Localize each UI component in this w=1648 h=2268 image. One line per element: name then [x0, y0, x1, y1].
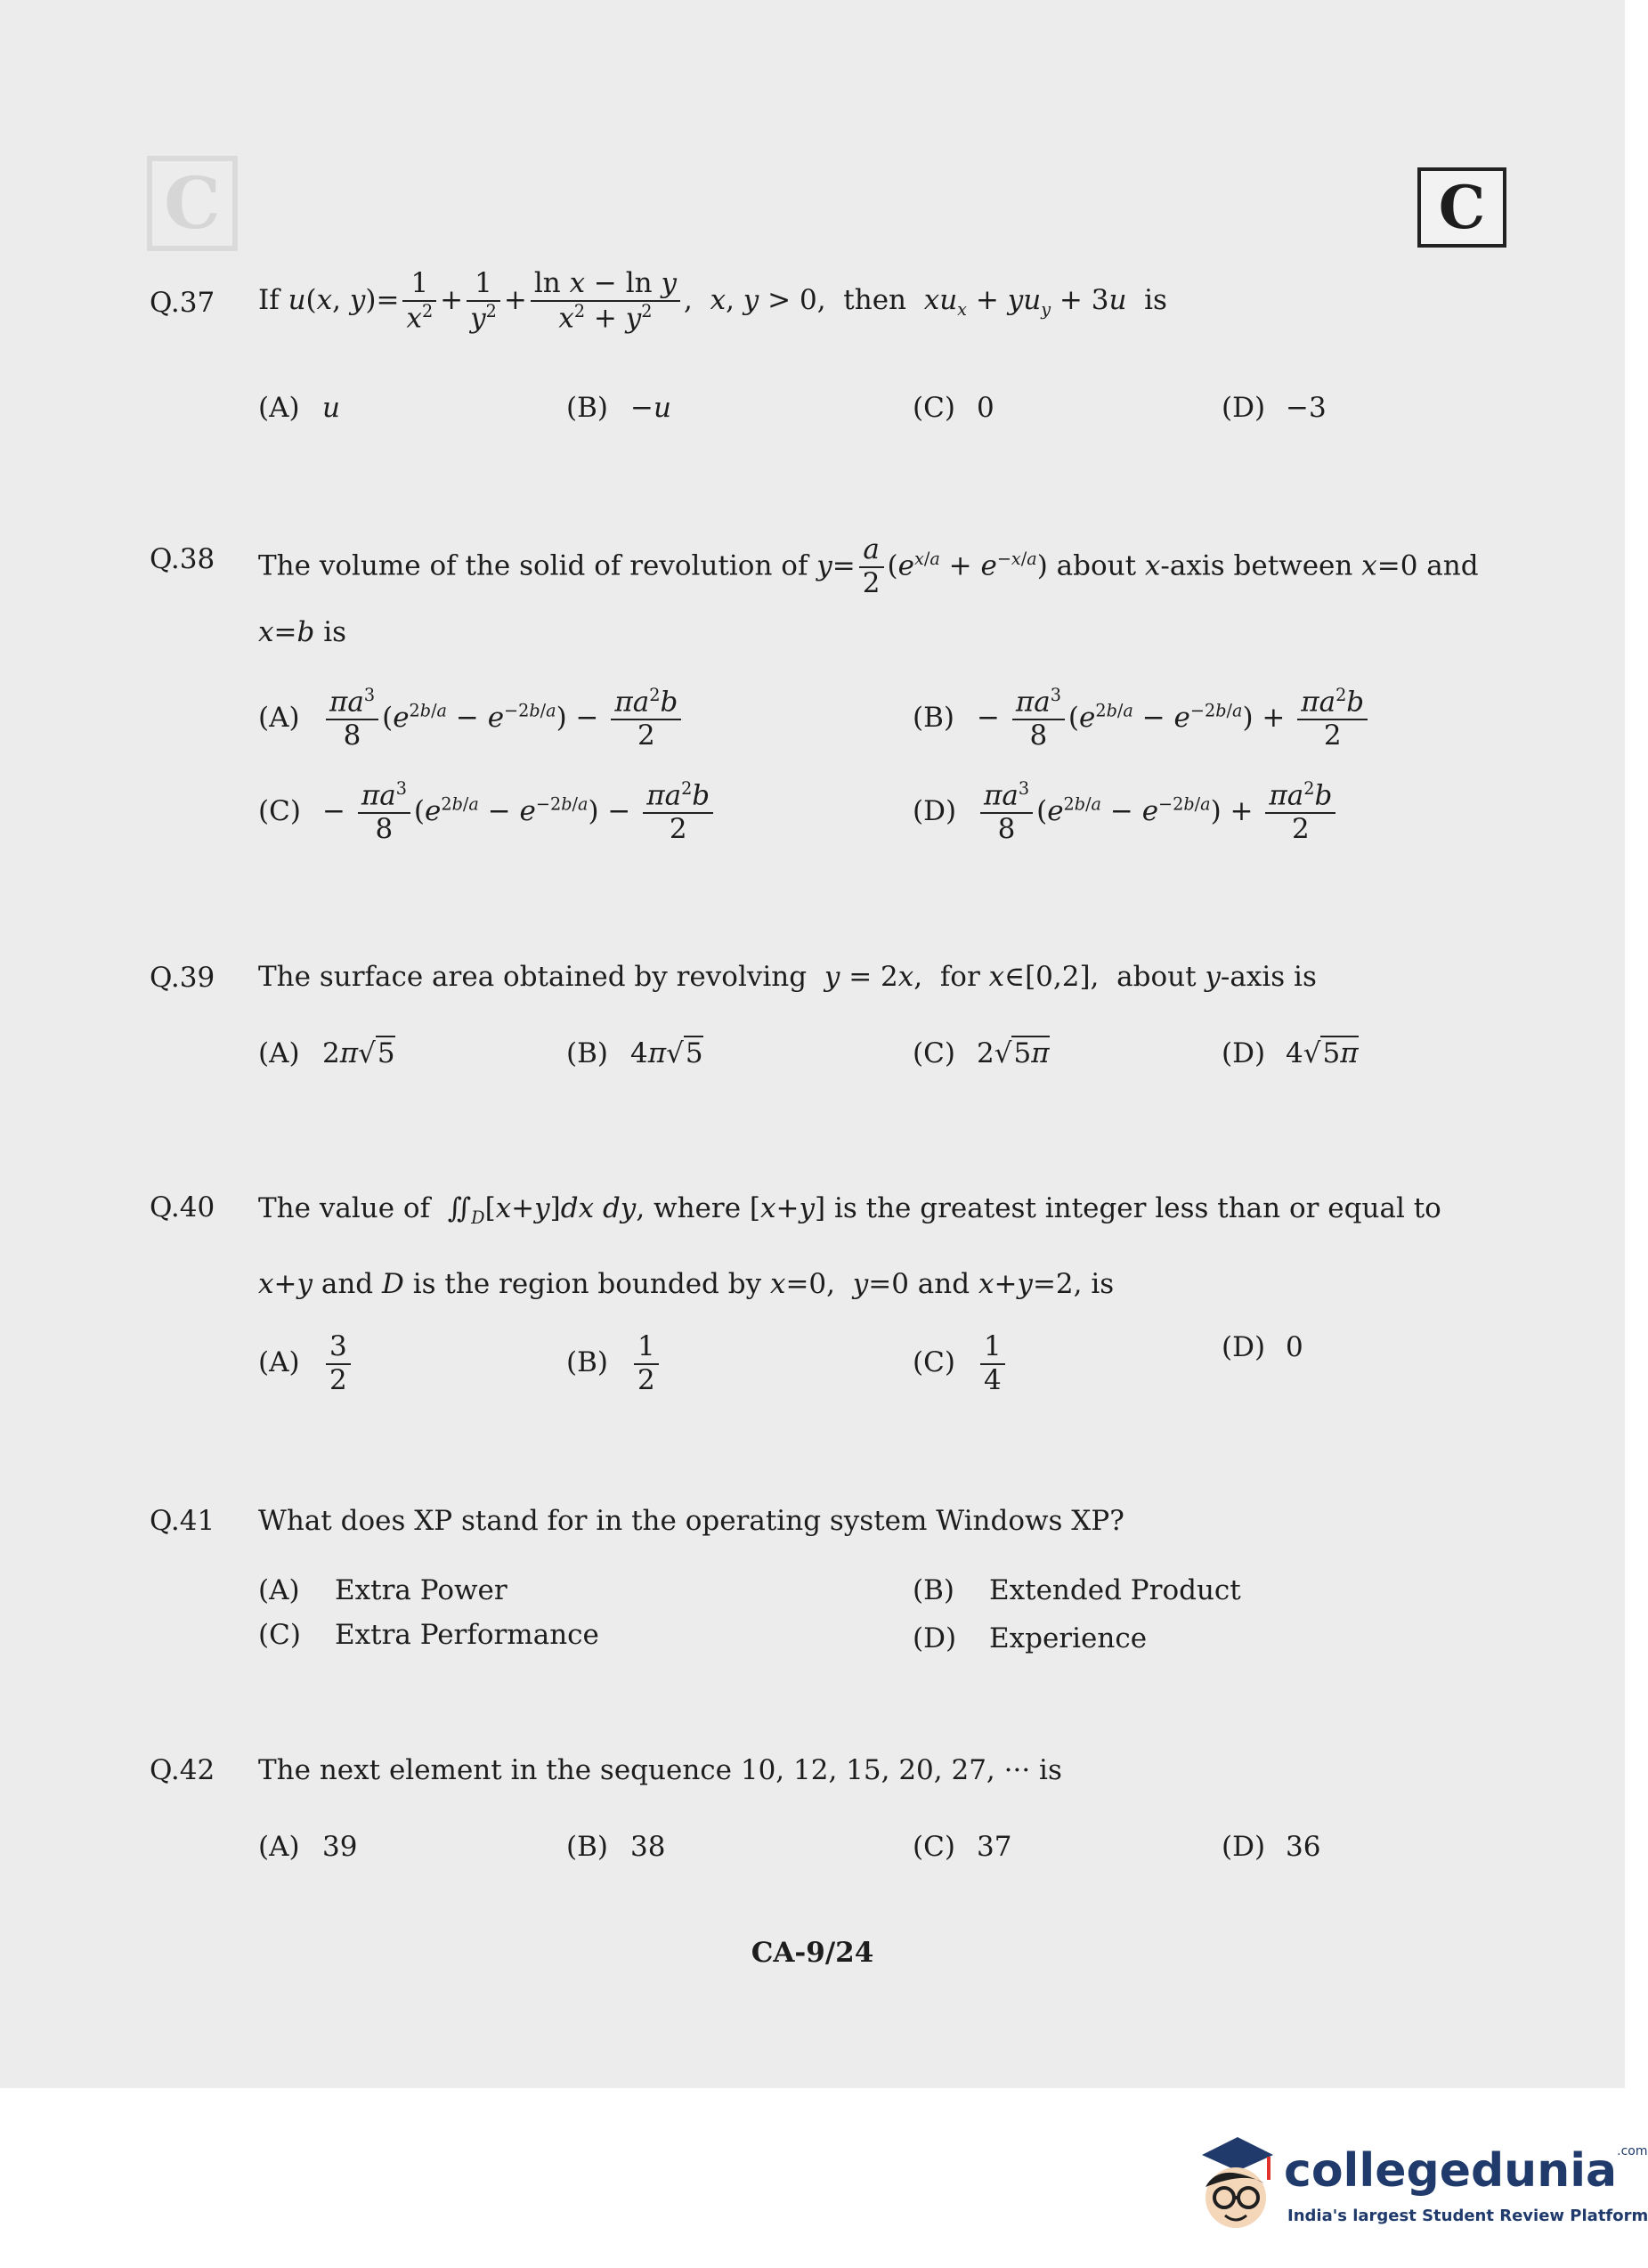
- option-c: (C) − $\frac{\pi a^3}{8}$ $(e^{2b/a} - e^{-2b/a})$ − $\frac{\pi a^2b}{2}$: [258, 779, 717, 846]
- option-b: (B) 4π√5: [566, 1037, 703, 1069]
- option-a: (A) Extra Power: [258, 1574, 507, 1606]
- option-a: (A) u: [258, 392, 340, 424]
- question-stem: The next element in the sequence 10, 12, 15, 20, 27, ··· is: [258, 1754, 1062, 1786]
- option-d: (D) 4√5π: [1222, 1037, 1359, 1069]
- question-number: Q.41: [150, 1505, 215, 1537]
- question-stem: The volume of the solid of revolution of y= $\frac{a}{2}$ $(e^{x/a} + e^{-x/a})$ about x-axis between x=0 and x=b is: [258, 533, 1479, 649]
- option-a: (A) $\frac{\pi a^3}{8}$ $(e^{2b/a} - e^{-2b/a})$ − $\frac{\pi a^2b}{2}$: [258, 686, 685, 752]
- question-number: Q.38: [150, 543, 215, 575]
- option-c: (C) 2√5π: [913, 1037, 1050, 1069]
- option-c: (C) $\frac{1}{4}$: [913, 1331, 1009, 1396]
- option-d: (D) 0: [1222, 1331, 1303, 1363]
- option-a: (A) 39: [258, 1831, 358, 1863]
- option-c: (C) Extra Performance: [258, 1619, 599, 1651]
- option-b: (B) $\frac{1}{2}$: [566, 1331, 662, 1396]
- option-d: (D) −3: [1222, 392, 1327, 424]
- brand-tagline: India's largest Student Review Platform: [1287, 2207, 1648, 2225]
- question-number: Q.39: [150, 962, 215, 994]
- student-mascot-icon: [1184, 2128, 1282, 2244]
- option-d: (D) $\frac{\pi a^3}{8}$ $(e^{2b/a} - e^{-2b/a})$ + $\frac{\pi a^2b}{2}$: [913, 779, 1339, 846]
- option-a: (A) 2π√5: [258, 1037, 395, 1069]
- option-d: (D) 36: [1222, 1831, 1321, 1863]
- option-a: (A) $\frac{3}{2}$: [258, 1331, 354, 1396]
- brand-name: collegedunia$^{.com}$: [1284, 2144, 1648, 2198]
- option-b: (B) − $\frac{\pi a^3}{8}$ $(e^{2b/a} - e^{-2b/a})$ + $\frac{\pi a^2b}{2}$: [913, 686, 1371, 752]
- bleed-through-set-code: C: [147, 156, 238, 251]
- option-d: (D) Experience: [913, 1622, 1148, 1654]
- page-code: CA-9/24: [751, 1937, 874, 1969]
- option-b: (B) −u: [566, 392, 671, 424]
- option-b: (B) 38: [566, 1831, 666, 1863]
- question-stem: The surface area obtained by revolving y = 2x, for x∈[0,2], about y-axis is: [258, 961, 1317, 993]
- question-stem: The value of $∬_D[x+y]dx$ dy, where [x+y] is the greatest integer less than or equal to x+y and D is the region bounded by x=0, y=0 and x+y=2, is: [258, 1192, 1441, 1301]
- option-b: (B) Extended Product: [913, 1574, 1241, 1606]
- brand-logo: [1184, 2128, 1648, 2244]
- question-number: Q.37: [150, 287, 215, 319]
- question-number: Q.40: [150, 1191, 215, 1223]
- option-c: (C) 0: [913, 392, 994, 424]
- question-stem: If u(x, y)= $\frac{1}{x^2}$ + $\frac{1}{y^2}$ + $\frac{\text{ln x − ln y}}{x^2 + y^2}$ , x, y > 0, then $xu_x + yu_y + 3u$ is: [258, 267, 1167, 335]
- question-number: Q.42: [150, 1754, 215, 1786]
- option-c: (C) 37: [913, 1831, 1012, 1863]
- set-code-box: C: [1417, 167, 1506, 248]
- question-stem: What does XP stand for in the operating system Windows XP?: [258, 1505, 1124, 1537]
